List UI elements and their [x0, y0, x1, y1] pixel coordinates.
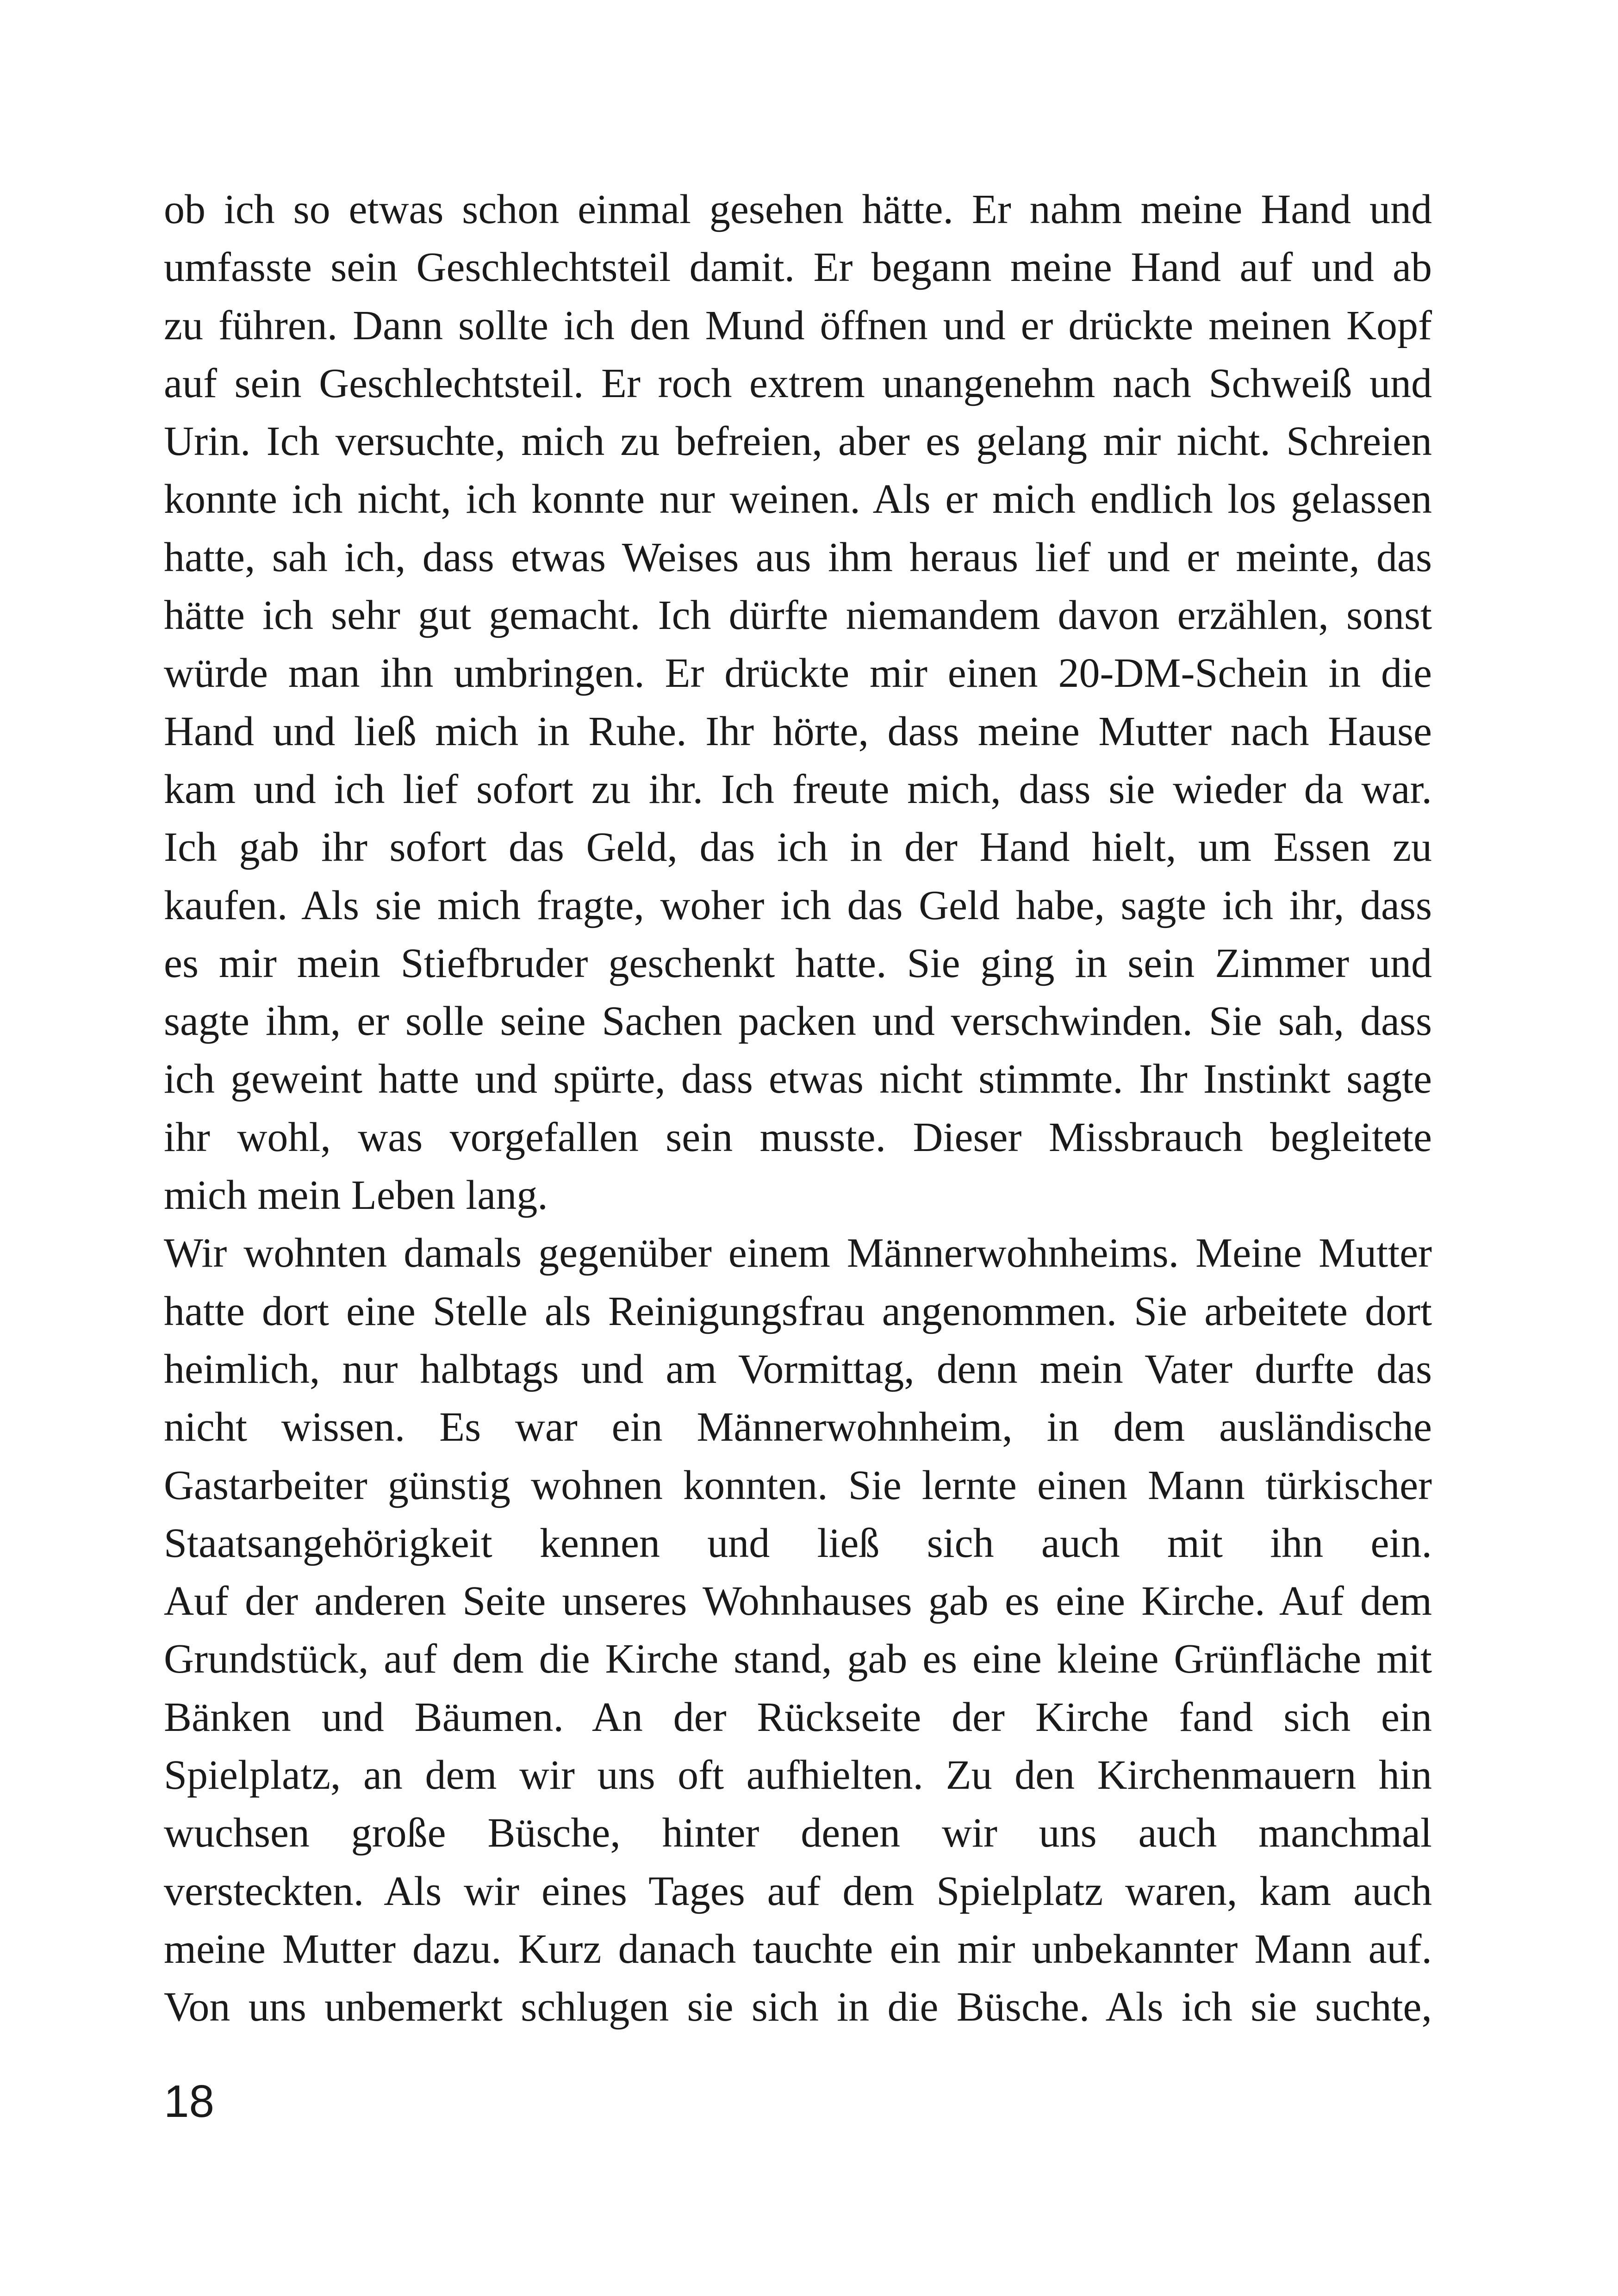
body-text	[164, 180, 1432, 2036]
text-line: Von uns unbemerkt schlugen sie sich in die Büsche. Als ich sie suchte,	[164, 1984, 1432, 2030]
text-line: ich geweint hatte und spürte, dass etwas nicht stimmte. Ihr Instinkt sagte	[164, 1056, 1432, 1102]
text-line: heimlich, nur halbtags und am Vormittag, denn mein Vater durfte das	[164, 1346, 1432, 1392]
text-line: Grundstück, auf dem die Kirche stand, gab es eine kleine Grünfläche mit	[164, 1636, 1432, 1682]
text-line: Gastarbeiter günstig wohnen konnten. Sie lernte einen Mann türkischer	[164, 1462, 1432, 1508]
text-line: hatte dort eine Stelle als Reinigungsfrau angenommen. Sie arbeitete dort	[164, 1288, 1432, 1334]
text-line: Staatsangehörigkeit kennen und ließ sich auch mit ihn ein.	[164, 1520, 1432, 1566]
text-line: versteckten. Als wir eines Tages auf dem Spielplatz waren, kam auch	[164, 1868, 1432, 1914]
text-line-paragraph-end: mich mein Leben lang.	[164, 1172, 548, 1219]
text-line: kam und ich lief sofort zu ihr. Ich freute mich, dass sie wieder da war.	[164, 766, 1432, 812]
text-line: umfasste sein Geschlechtsteil damit. Er begann meine Hand auf und ab	[164, 244, 1432, 291]
text-line: zu führen. Dann sollte ich den Mund öffnen und er drückte meinen Kopf	[164, 302, 1432, 348]
text-line: auf sein Geschlechtsteil. Er roch extrem unangenehm nach Schweiß und	[164, 360, 1432, 406]
text-line: Wir wohnten damals gegenüber einem Männerwohnheims. Meine Mutter	[164, 1230, 1432, 1276]
text-line: kaufen. Als sie mich fragte, woher ich das Geld habe, sagte ich ihr, dass	[164, 882, 1432, 928]
text-line: hätte ich sehr gut gemacht. Ich dürfte niemandem davon erzählen, sonst	[164, 592, 1432, 639]
text-line: Urin. Ich versuchte, mich zu befreien, aber es gelang mir nicht. Schreien	[164, 418, 1432, 465]
text-line: konnte ich nicht, ich konnte nur weinen. Als er mich endlich los gelassen	[164, 476, 1432, 523]
text-line: ihr wohl, was vorgefallen sein musste. Dieser Missbrauch begleitete	[164, 1114, 1432, 1160]
text-line: Spielplatz, an dem wir uns oft aufhielten. Zu den Kirchenmauern hin	[164, 1752, 1432, 1798]
text-line: nicht wissen. Es war ein Männerwohnheim, in dem ausländische	[164, 1404, 1432, 1450]
text-line: es mir mein Stiefbruder geschenkt hatte. Sie ging in sein Zimmer und	[164, 940, 1432, 986]
page-number: 18	[164, 2076, 215, 2127]
text-line: Bänken und Bäumen. An der Rückseite der Kirche fand sich ein	[164, 1694, 1432, 1740]
text-line: ob ich so etwas schon einmal gesehen hätte. Er nahm meine Hand und	[164, 187, 1432, 232]
text-line: würde man ihn umbringen. Er drückte mir einen 20-DM-Schein in die	[164, 650, 1432, 697]
text-line: Hand und ließ mich in Ruhe. Ihr hörte, dass meine Mutter nach Hause	[164, 708, 1432, 754]
text-line: Ich gab ihr sofort das Geld, das ich in der Hand hielt, um Essen zu	[164, 824, 1432, 871]
text-line: sagte ihm, er solle seine Sachen packen und verschwinden. Sie sah, dass	[164, 998, 1432, 1045]
text-line: hatte, sah ich, dass etwas Weises aus ihm heraus lief und er meinte, das	[164, 534, 1432, 580]
text-line: wuchsen große Büsche, hinter denen wir uns auch manchmal	[164, 1810, 1432, 1856]
text-line: meine Mutter dazu. Kurz danach tauchte ein mir unbekannter Mann auf.	[164, 1926, 1432, 1972]
text-line: Auf der anderen Seite unseres Wohnhauses gab es eine Kirche. Auf dem	[164, 1578, 1432, 1624]
